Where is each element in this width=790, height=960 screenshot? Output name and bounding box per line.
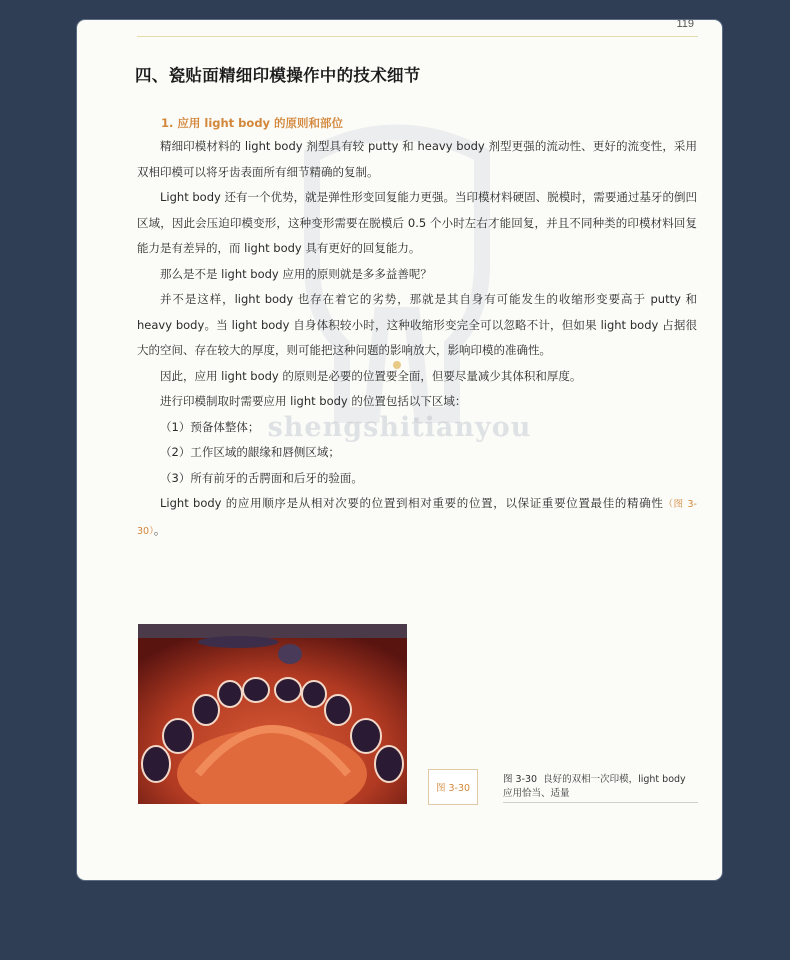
header-rule — [137, 36, 698, 37]
book-page — [77, 20, 722, 880]
paragraph — [137, 491, 697, 544]
section-title: 四、瓷贴面精细印模操作中的技术细节 — [135, 66, 421, 85]
paragraph: 那么是不是 light body 应用的原则就是多多益善呢？ — [160, 266, 432, 281]
watermark-text: shengshitianyou — [267, 412, 532, 443]
paragraph: 精细印模材料的 light body 剂型具有较 putty 和 heavy body 剂型更强的流动性、更好的流变性，采用双相印模可以将牙齿表面所有细节精确的复制。 — [137, 139, 697, 179]
page-number: 119 — [676, 20, 694, 30]
list-item: （2）工作区域的龈缘和唇侧区域； — [160, 445, 340, 459]
subheading: 1. 应用 light body 的原则和部位 — [161, 116, 344, 130]
impression-photo-illustration — [138, 624, 407, 804]
paragraph: 因此，应用 light body 的原则是必要的位置要全面，但要尽量减少其体积和厚度。 — [160, 368, 582, 383]
caption-rule — [503, 802, 698, 803]
figure-tag: 图 3-30 — [428, 769, 478, 805]
paragraph: Light body 还有一个优势，就是弹性形变回复能力更强。当印模材料硬固、脱模时，需要通过基牙的倒凹区域，因此会压迫印模变形，这种变形需要在脱模后 0.5 个小时左右才能回复，并且不同种类的印模材料回复能力是有差异的，而 light body 具有更好的回复能力。 — [137, 190, 697, 255]
figure-caption-number: 图 3-30 — [503, 774, 538, 785]
list-item: （3）所有前牙的舌腭面和后牙的验面。 — [160, 470, 363, 485]
list-item: （1）预备体整体； — [160, 419, 260, 434]
paragraph: 进行印模制取时需要应用 light body 的位置包括以下区域： — [160, 394, 467, 408]
figure-caption — [503, 773, 698, 801]
paragraph: 并不是这样，light body 也存在着它的劣势，那就是其自身有可能发生的收缩形变要高于 putty 和 heavy body。当 light body 自身体积较小时，这种收缩形变完全可以忽略不计，但如果 light body 占据很大的空间、存在较大的厚度，则可能把这种问题的影响放大，影响印模的准确性。 — [137, 292, 697, 357]
paragraph-end: 。 — [153, 522, 166, 537]
body-text — [137, 134, 697, 544]
figure-caption-text: 良好的双相一次印模，light body 应用恰当、适量 — [503, 774, 686, 799]
paragraph-text: Light body 的应用顺序是从相对次要的位置到相对重要的位置，以保证重要位置最佳的精确性 — [160, 496, 664, 510]
figure-reference: （图 3-30） — [137, 499, 697, 537]
impression-photo — [138, 624, 407, 804]
